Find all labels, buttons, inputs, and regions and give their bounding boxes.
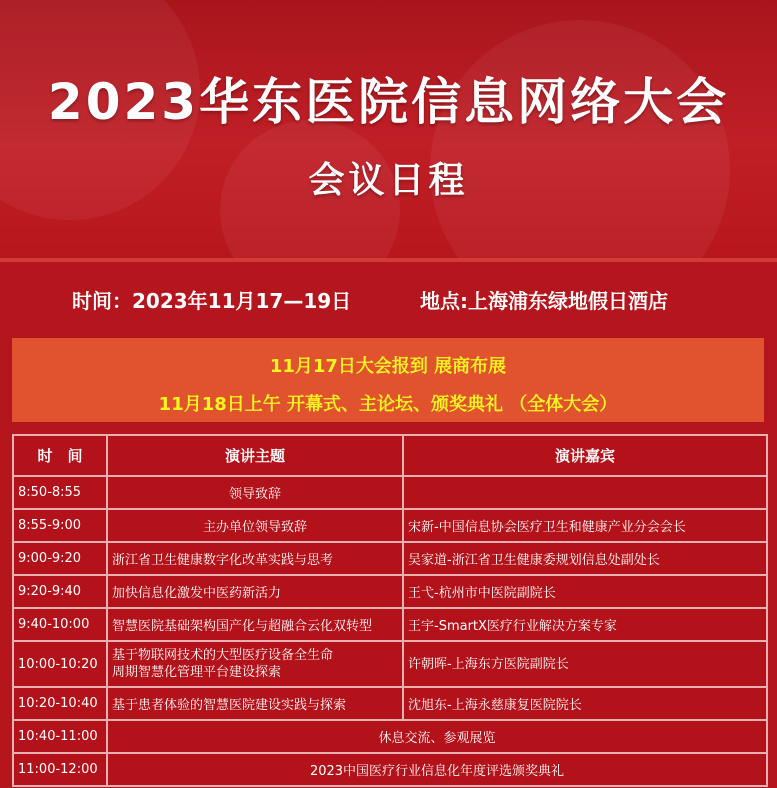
row-time: 8:55-9:00 <box>13 509 107 542</box>
event-time: 时间：2023年11月17—19日 <box>72 289 352 313</box>
table-row <box>13 687 767 720</box>
row-topic: 浙江省卫生健康数字化改革实践与思考 <box>107 542 403 575</box>
row-topic: 主办单位领导致辞 <box>107 509 403 542</box>
row-time: 8:50-8:55 <box>13 476 107 509</box>
table-row <box>13 641 767 687</box>
row-speaker: 王弋-杭州市中医院副院长 <box>403 575 767 608</box>
table-row <box>13 542 767 575</box>
row-time: 10:20-10:40 <box>13 687 107 720</box>
schedule-table <box>12 434 768 787</box>
agenda-subtitle: 会议日程 <box>308 160 469 201</box>
table-row <box>13 575 767 608</box>
table-row <box>13 608 767 641</box>
row-speaker: 沈旭东-上海永慈康复医院院长 <box>403 687 767 720</box>
table-row <box>13 720 767 753</box>
row-topic: 基于患者体验的智慧医院建设实践与探索 <box>107 687 403 720</box>
row-speaker <box>403 476 767 509</box>
header-time: 时 间 <box>13 435 107 476</box>
decorative-shape <box>430 20 730 262</box>
row-topic: 加快信息化激发中医药新活力 <box>107 575 403 608</box>
header-speaker: 演讲嘉宾 <box>403 435 767 476</box>
row-speaker: 王宇-SmartX医疗行业解决方案专家 <box>403 608 767 641</box>
header-topic: 演讲主题 <box>107 435 403 476</box>
table-row <box>13 476 767 509</box>
table-row <box>13 509 767 542</box>
row-time: 9:40-10:00 <box>13 608 107 641</box>
row-topic-line: 基于物联网技术的大型医疗设备全生命 <box>112 648 334 663</box>
row-merged: 休息交流、参观展览 <box>107 720 767 753</box>
notice-line-opening: 11月18日上午 开幕式、主论坛、颁奖典礼 （全体大会） <box>158 394 618 415</box>
row-topic <box>107 641 403 687</box>
row-speaker: 吴家道-浙江省卫生健康委规划信息处副处长 <box>403 542 767 575</box>
conference-title: 2023华东医院信息网络大会 <box>47 73 730 131</box>
row-time: 10:40-11:00 <box>13 720 107 753</box>
event-venue: 地点:上海浦东绿地假日酒店 <box>420 289 668 313</box>
table-row <box>13 753 767 786</box>
row-time: 11:00-12:00 <box>13 753 107 786</box>
row-topic: 领导致辞 <box>107 476 403 509</box>
row-time: 9:20-9:40 <box>13 575 107 608</box>
row-time: 10:00-10:20 <box>13 641 107 687</box>
row-time: 9:00-9:20 <box>13 542 107 575</box>
row-merged: 2023中国医疗行业信息化年度评选颁奖典礼 <box>107 753 767 786</box>
notice-box <box>12 338 764 422</box>
notice-line-registration: 11月17日大会报到 展商布展 <box>269 356 507 377</box>
row-topic-line: 周期智慧化管理平台建设探索 <box>112 665 282 680</box>
row-speaker: 许朝晖-上海东方医院副院长 <box>403 641 767 687</box>
row-topic: 智慧医院基础架构国产化与超融合云化双转型 <box>107 608 403 641</box>
hero-banner <box>0 0 777 262</box>
row-speaker: 宋新-中国信息协会医疗卫生和健康产业分会会长 <box>403 509 767 542</box>
table-header-row <box>13 435 767 476</box>
